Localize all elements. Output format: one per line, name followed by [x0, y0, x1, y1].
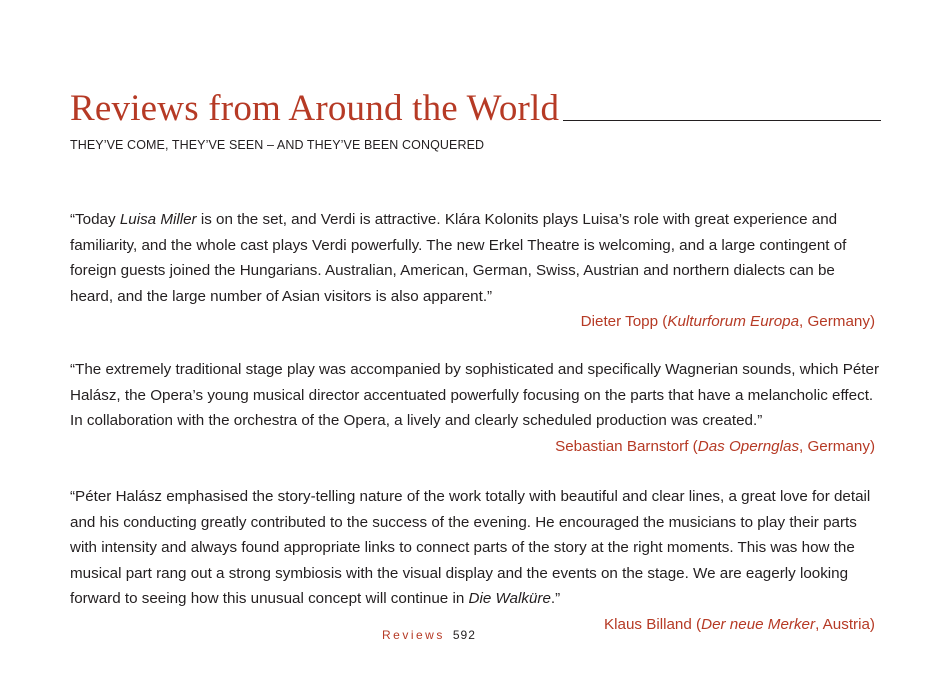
review-3 — [70, 484, 881, 637]
review-2 — [70, 357, 881, 459]
page-title: Reviews from Around the World — [70, 88, 560, 129]
review-quote: “Today Luisa Miller is on the set, and Verdi is attractive. Klára Kolonits plays Luisa’s role with great experience and familiarity, and the whole cast plays Verdi powerfully. The new Erkel Theatre is welcoming, and a large contingent of foreign guests joined the Hungarians. Australian, American, German, Swiss, Austrian and northern dialects can be heard, and the large number of Asian visitors is also apparent.” — [70, 211, 847, 305]
page-number: 592 — [452, 628, 476, 642]
title-row — [70, 90, 881, 127]
review-1 — [70, 207, 881, 335]
page-subtitle: THEY’VE COME, THEY’VE SEEN – AND THEY’VE BEEN CONQUERED — [70, 138, 485, 152]
publication-name: Der neue Merker — [701, 615, 816, 633]
review-attribution: Sebastian Barnstorf (Das Opernglas, Germany) — [555, 437, 875, 455]
publication-name: Das Opernglas — [697, 437, 800, 455]
title-rule — [563, 120, 881, 121]
footer-section-label: Reviews — [382, 628, 445, 642]
opera-title: Die Walküre — [468, 590, 551, 607]
page-footer — [382, 628, 476, 642]
publication-name: Kulturforum Europa — [667, 313, 800, 330]
review-attribution: Dieter Topp (Kulturforum Europa, Germany) — [580, 313, 875, 330]
review-quote: “Péter Halász emphasised the story-telling nature of the work totally with beautiful and clear lines, a great love for detail and his conducting greatly contributed to the success of the evening. He encouraged the musicians to play their parts with intensity and always found appropriate links to connect parts of the story at the right moments. This was how the musical part rang out a strong symbiosis with the visual display and the events on the stage. We are eagerly looking forward to seeing how this unusual concept will continue in Die Walküre.” — [70, 488, 871, 607]
review-quote: “The extremely traditional stage play was accompanied by sophisticated and specifically Wagnerian sounds, which Péter Halász, the Opera’s young musical director accentuated powerfully focusing on the parts that have a melancholic effect. In collaboration with the orchestra of the Opera, a lively and clearly scheduled production was created.” — [70, 361, 880, 429]
opera-title: Luisa Miller — [119, 211, 197, 228]
review-attribution: Klaus Billand (Der neue Merker, Austria) — [604, 615, 875, 633]
